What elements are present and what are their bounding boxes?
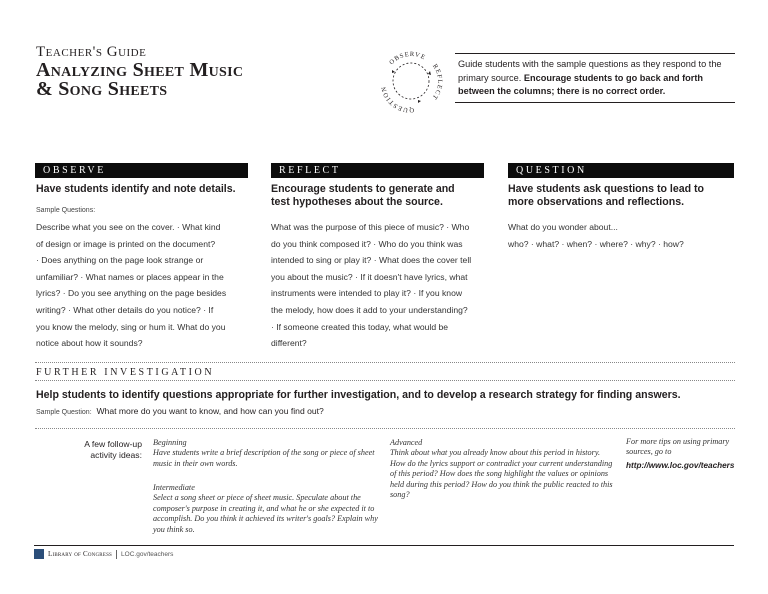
observe-line: notice about how it sounds? — [36, 338, 143, 349]
observe-sample-label: Sample Questions: — [36, 207, 96, 214]
cycle-label-reflect: REFLECT — [430, 62, 444, 102]
activity-intermediate-text: Select a song sheet or piece of sheet music. Speculate about the composer's purpose in creating it, and what he or she expected it to accomplish. Do you think it achieved its writer's goals? Explain why you think so. — [153, 493, 378, 534]
question-heading-line-1: Have students ask questions to lead to — [508, 183, 705, 195]
observe-bar: OBSERVE — [35, 163, 248, 178]
question-bar: QUESTION — [508, 163, 734, 178]
header-rule-top — [455, 53, 735, 54]
header-description-text: Guide students with the sample questions as they respond to the primary source. — [458, 59, 722, 83]
further-sample-text: What more do you want to know, and how can you find out? — [96, 406, 324, 416]
guide-label: Teacher's Guide — [36, 44, 147, 60]
further-sample-question — [36, 406, 324, 416]
page-title — [36, 61, 243, 99]
divider-dotted-bottom — [35, 428, 735, 429]
observe-questions — [36, 219, 256, 352]
observe-reflect-question-cycle-diagram — [374, 44, 448, 118]
observe-heading: Have students identify and note details. — [36, 183, 236, 195]
tips-link[interactable]: http://www.loc.gov/teachers — [626, 460, 735, 470]
header-rule-bottom — [455, 102, 735, 103]
footer-rule — [34, 545, 734, 546]
reflect-heading-line-2: test hypotheses about the source. — [271, 196, 443, 208]
reflect-line: What was the purpose of this piece of music? · Who — [271, 222, 470, 232]
cycle-label-question: QUESTION — [380, 85, 415, 114]
reflect-heading-line-1: Encourage students to generate and — [271, 183, 455, 195]
observe-line: lyrics? · Do you see anything on the page besides — [36, 288, 227, 299]
library-of-congress-logo-icon — [34, 549, 44, 559]
activity-intermediate — [153, 483, 378, 535]
followup-label-line-2: activity ideas: — [90, 450, 142, 460]
divider-dotted-mid — [35, 380, 735, 381]
reflect-heading — [271, 183, 491, 209]
tips-box — [626, 437, 746, 470]
further-investigation-heading: Help students to identify questions appropriate for further investigation, and to develop a research strategy for finding answers. — [36, 389, 681, 401]
reflect-line: instruments were intended to play it? · If you know — [271, 288, 463, 299]
svg-text:REFLECT — [430, 63, 443, 101]
activity-intermediate-label: Intermediate — [153, 483, 195, 492]
footer-separator — [116, 550, 117, 559]
reflect-line: the melody, how does it add to your understanding? — [271, 304, 468, 315]
reflect-questions — [271, 219, 496, 352]
reflect-line: · If someone created this today, what would be — [271, 321, 449, 332]
footer-url[interactable]: LOC.gov/teachers — [121, 550, 174, 558]
cycle-label-observe: OBSERVE — [388, 50, 427, 67]
observe-line: · Does anything on the page look strange or — [36, 255, 204, 266]
observe-line: Describe what you see on the cover. · What kind — [36, 222, 221, 232]
observe-line: you know the melody, sing or hum it. What do you — [36, 321, 226, 332]
svg-text:QUESTION — [380, 85, 414, 113]
observe-line: writing? · What other details do you notice? · If — [36, 304, 214, 315]
activity-advanced — [390, 438, 615, 500]
observe-line: unfamiliar? · What names or places appear in the — [36, 271, 224, 282]
footer-org: Library of Congress — [48, 550, 113, 558]
header-description-bold: Encourage students to go back and forth between the columns; there is no correct order. — [458, 72, 704, 96]
title-line-1: Analyzing Sheet Music — [36, 59, 244, 81]
footer — [34, 549, 173, 559]
followup-label — [60, 439, 142, 461]
followup-label-line-1: A few follow-up — [84, 439, 142, 449]
reflect-bar: REFLECT — [271, 163, 484, 178]
header-description — [458, 58, 740, 99]
reflect-line: intended to sing or play it? · What does the cover tell — [271, 255, 472, 266]
further-investigation-title: FURTHER INVESTIGATION — [36, 367, 215, 378]
activity-advanced-label: Advanced — [390, 438, 423, 447]
observe-line: of design or image is printed on the document? — [36, 238, 216, 249]
divider-dotted-top — [35, 362, 735, 363]
question-line: who? · what? · when? · where? · why? · how? — [508, 238, 684, 249]
activity-advanced-text: Think about what you already know about this period in history. How do the lyrics support or contradict your current understanding of this period? How does the song highlight the values or opinions held during this period? How do you think the public reacted to this song? — [390, 448, 613, 500]
svg-text:OBSERVE — [388, 51, 427, 66]
question-heading — [508, 183, 738, 209]
question-prompts — [508, 219, 738, 252]
reflect-line: do you think composed it? · Who do you think was — [271, 238, 463, 249]
activity-beginning-label: Beginning — [153, 438, 187, 447]
title-line-2: & Song Sheets — [36, 78, 168, 100]
activity-beginning-text: Have students write a brief description of the song or piece of sheet music in their own words. — [153, 448, 375, 468]
tips-text: For more tips on using primary sources, go to — [626, 437, 730, 457]
reflect-line: you about the music? · If it doesn't have lyrics, what — [271, 271, 468, 282]
reflect-line: different? — [271, 338, 307, 349]
question-line: What do you wonder about... — [508, 222, 618, 232]
further-sample-label: Sample Question: — [36, 409, 92, 416]
activity-beginning — [153, 438, 378, 469]
question-heading-line-2: more observations and reflections. — [508, 196, 685, 208]
